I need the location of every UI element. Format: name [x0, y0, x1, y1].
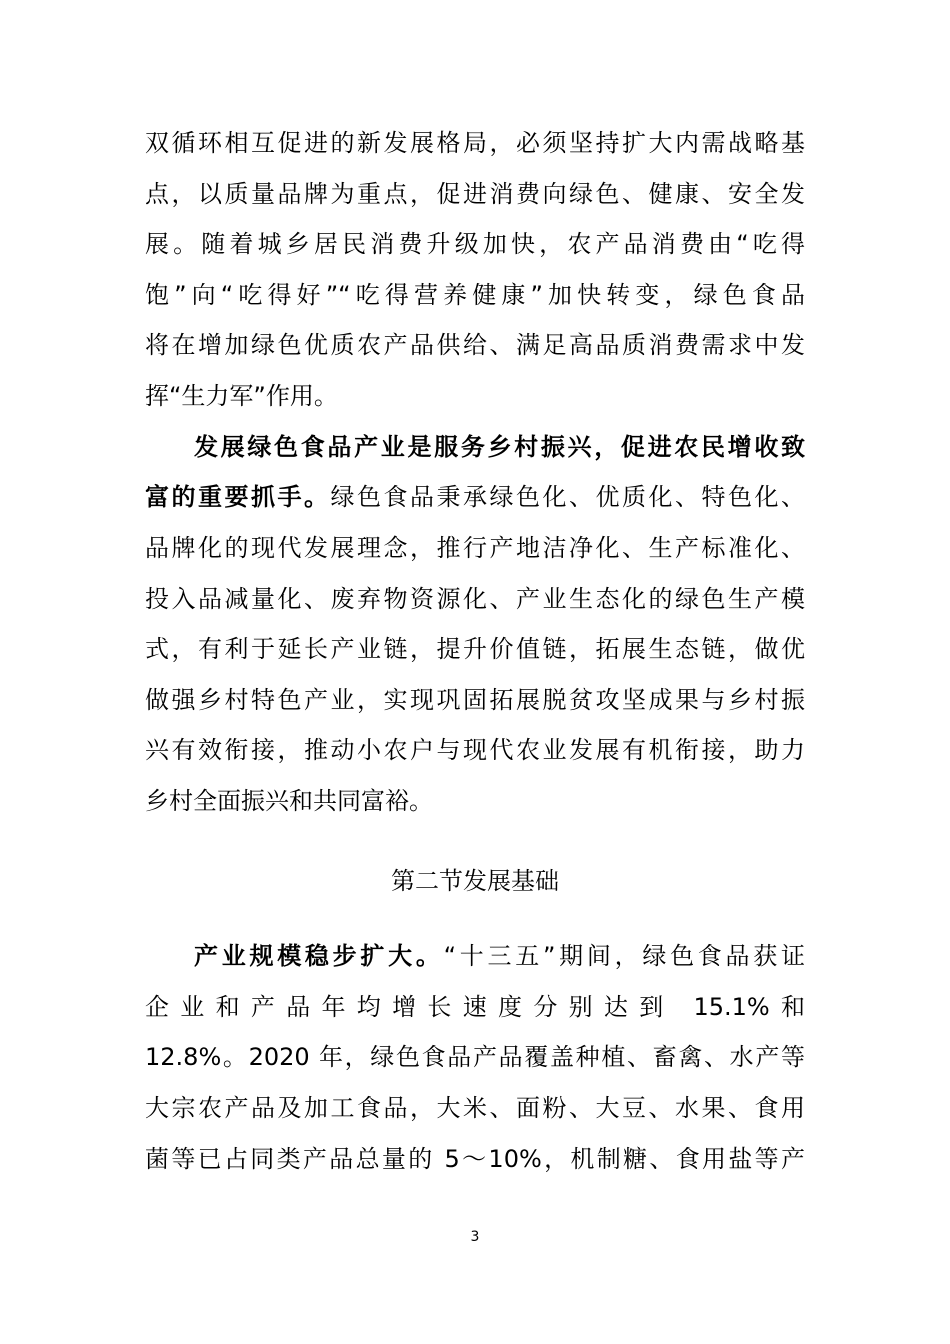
paragraph-3-line-2: 企业和产品年均增长速度分别达到 15.1%和: [145, 993, 805, 1021]
paragraph-1-line-2: 点，以质量品牌为重点，促进消费向绿色、健康、安全发: [145, 180, 805, 208]
paragraph-1-line-4: 饱”向“吃得好”“吃得营养健康”加快转变，绿色食品: [145, 281, 805, 309]
paragraph-1-line-6: 挥“生力军”作用。: [145, 382, 338, 410]
paragraph-2-line-3: 品牌化的现代发展理念，推行产地洁净化、生产标准化、: [145, 534, 805, 562]
paragraph-2-line-6: 做强乡村特色产业，实现巩固拓展脱贫攻坚成果与乡村振: [145, 686, 805, 714]
paragraph-2-line-4: 投入品减量化、废弃物资源化、产业生态化的绿色生产模: [145, 585, 805, 613]
paragraph-1-line-3: 展。随着城乡居民消费升级加快，农产品消费由“吃得: [145, 230, 805, 258]
paragraph-1-line-5: 将在增加绿色优质农产品供给、满足高品质消费需求中发: [145, 331, 805, 359]
paragraph-1-line-1: 双循环相互促进的新发展格局，必须坚持扩大内需战略基: [145, 129, 805, 157]
section-heading: 第二节发展基础: [391, 867, 559, 895]
paragraph-3-line-4: 大宗农产品及加工食品，大米、面粉、大豆、水果、食用: [145, 1094, 805, 1122]
paragraph-2-bold-lead-line-1: 发展绿色食品产业是服务乡村振兴，促进农民增收致: [194, 433, 805, 461]
paragraph-2-line-5: 式，有利于延长产业链，提升价值链，拓展生态链，做优: [145, 635, 805, 663]
paragraph-3-bold-lead: 产业规模稳步扩大。: [194, 942, 444, 970]
paragraph-3-line-3: 12.8%。2020 年，绿色食品产品覆盖种植、畜禽、水产等: [145, 1043, 805, 1071]
paragraph-2-line-2: [145, 482, 805, 512]
paragraph-3-line-1: [194, 941, 805, 971]
paragraph-2-bold-lead-end: 富的重要抓手。: [145, 483, 331, 511]
paragraph-2-line-7: 兴有效衔接，推动小农户与现代农业发展有机衔接，助力: [145, 736, 805, 764]
paragraph-3-line-5: 菌等已占同类产品总量的 5～10%，机制糖、食用盐等产: [145, 1145, 805, 1173]
paragraph-2-line-2-text: 绿色食品秉承绿色化、优质化、特色化、: [330, 483, 805, 511]
paragraph-2-line-8: 乡村全面振兴和共同富裕。: [145, 787, 433, 815]
paragraph-3-line-1-text: “十三五”期间，绿色食品获证: [443, 942, 806, 970]
page-number: 3: [470, 1229, 480, 1245]
